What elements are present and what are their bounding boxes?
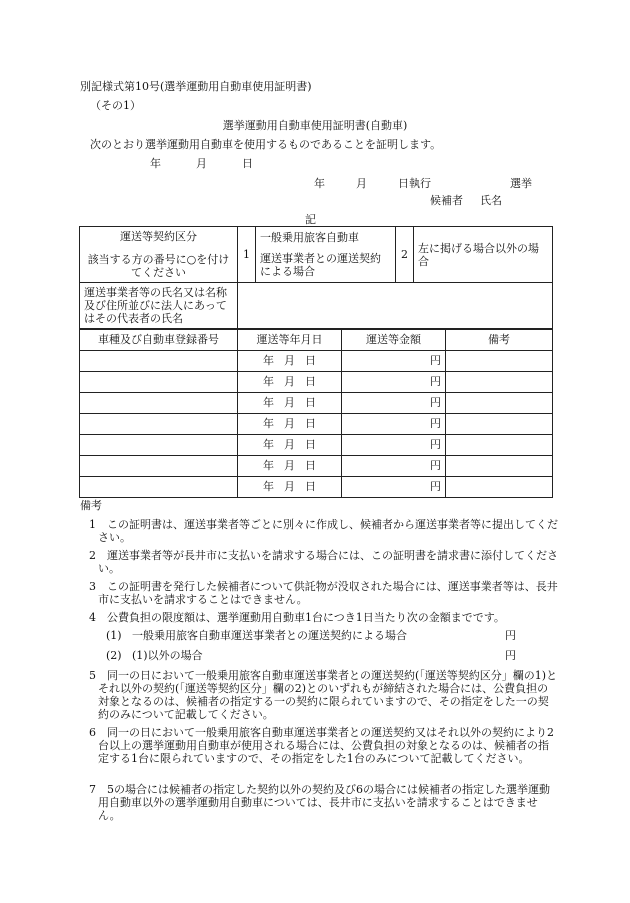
remarks-cell[interactable]	[446, 351, 553, 372]
option2-number[interactable]: 2	[396, 227, 414, 283]
header-date: 運送等年月日	[238, 330, 342, 351]
year-label: 年	[150, 157, 161, 170]
note-4-item-1: 一般乗用旅客自動車運送事業者との運送契約による場合	[132, 629, 407, 642]
vehicle-cell[interactable]	[80, 456, 238, 477]
document-title: 選挙運動用自動車使用証明書(自動車)	[222, 119, 408, 132]
remarks-cell[interactable]	[446, 477, 553, 498]
remarks-cell[interactable]	[446, 414, 553, 435]
amount-cell[interactable]: 円	[342, 393, 446, 414]
amount-cell[interactable]: 円	[342, 435, 446, 456]
operator-label-cell: 運送事業者等の氏名又は名称及び住所並びに法人にあってはその代表者の氏名	[80, 283, 238, 329]
note-7: 7 5の場合には候補者の指定した契約以外の契約及び6の場合には候補者の指定した選挙運動用自動車以外の選挙運動用自動車については、長井市に支払いを請求することはできません。	[89, 783, 550, 822]
amount-cell[interactable]: 円	[342, 414, 446, 435]
exec-day-label: 日執行	[398, 177, 431, 190]
amount-cell[interactable]: 円	[342, 351, 446, 372]
note-6: 6 同一の日において一般乗用旅客自動車運送事業者との運送契約又はそれ以外の契約により2台以上の選挙運動用自動車が使用される場合には、公費負担の対象となるのは、候補者の指定する1台に限られていますので、その指定をした1台のみについて記載してください。	[89, 726, 554, 765]
election-label: 選挙	[510, 177, 532, 190]
ki-label: 記	[305, 213, 316, 226]
note-4-item-2: (1)以外の場合	[132, 649, 203, 662]
operator-field[interactable]	[238, 283, 553, 329]
option1-line2: 運送事業者との運送契約による場合	[260, 252, 381, 278]
month-label: 月	[196, 157, 207, 170]
note-5: 5 同一の日において一般乗用旅客自動車運送事業者との運送契約(「運送等契約区分」欄の1)とそれ以外の契約(「運送等契約区分」欄の2)とのいずれもが締結された場合には、公費負担の対象となるのは、候補者の指定する一の契約に限られていますので、その指定をした一の契約のみについて記載してください。	[89, 669, 558, 721]
date-cell[interactable]: 年 月 日	[238, 393, 342, 414]
remarks-cell[interactable]	[446, 372, 553, 393]
option1-number[interactable]: 1	[238, 227, 256, 283]
day-label: 日	[242, 157, 253, 170]
vehicle-cell[interactable]	[80, 351, 238, 372]
contract-category-label: 運送等契約区分	[120, 230, 197, 243]
header-remarks: 備考	[446, 330, 553, 351]
usage-table-header	[80, 330, 553, 351]
date-cell[interactable]: 年 月 日	[238, 456, 342, 477]
contract-table	[79, 226, 553, 329]
vehicle-cell[interactable]	[80, 477, 238, 498]
option1-cell[interactable]	[256, 227, 396, 283]
exec-month-label: 月	[356, 177, 367, 190]
note-4: 4 公費負担の限度額は、選挙運動用自動車1台につき1日当たり次の金額までです。	[89, 611, 505, 624]
amount-cell[interactable]: 円	[342, 477, 446, 498]
note-4-item-1-yen: 円	[505, 629, 516, 642]
note-1: 1 この証明書は、運送事業者等ごとに別々に作成し、候補者から運送事業者等に提出してください。	[89, 518, 558, 544]
option1-line1: 一般乗用旅客自動車	[260, 231, 359, 244]
remarks-cell[interactable]	[446, 435, 553, 456]
date-cell[interactable]: 年 月 日	[238, 414, 342, 435]
certification-date	[150, 157, 253, 171]
contract-category-instruction: 該当する方の番号に○を付けてください	[87, 253, 230, 279]
option2-cell[interactable]: 左に掲げる場合以外の場合	[414, 227, 553, 283]
election-date	[314, 177, 532, 191]
intro-text: 次のとおり選挙運動用自動車を使用するものであることを証明します。	[90, 138, 442, 151]
note-4-item-2-num: (2)	[106, 649, 122, 662]
amount-cell[interactable]: 円	[342, 372, 446, 393]
notes-title: 備考	[80, 499, 102, 512]
table-row	[80, 477, 553, 498]
vehicle-cell[interactable]	[80, 393, 238, 414]
usage-table	[79, 329, 553, 498]
date-cell[interactable]: 年 月 日	[238, 477, 342, 498]
vehicle-cell[interactable]	[80, 372, 238, 393]
form-sub-label: （その1）	[90, 99, 141, 112]
table-row	[80, 414, 553, 435]
form-number-label: 別記様式第10号(選挙運動用自動車使用証明書)	[80, 80, 312, 93]
note-4-item-2-yen: 円	[505, 649, 516, 662]
table-row	[80, 372, 553, 393]
candidate-label: 候補者	[430, 194, 463, 207]
name-label: 氏名	[480, 194, 502, 207]
exec-year-label: 年	[314, 177, 325, 190]
candidate-line	[430, 194, 502, 208]
vehicle-cell[interactable]	[80, 435, 238, 456]
amount-cell[interactable]: 円	[342, 456, 446, 477]
table-row	[80, 435, 553, 456]
remarks-cell[interactable]	[446, 393, 553, 414]
remarks-cell[interactable]	[446, 456, 553, 477]
note-2: 2 運送事業者等が長井市に支払いを請求する場合には、この証明書を請求書に添付してください。	[89, 549, 558, 575]
contract-category-cell	[80, 227, 238, 283]
table-row	[80, 393, 553, 414]
vehicle-cell[interactable]	[80, 414, 238, 435]
header-vehicle: 車種及び自動車登録番号	[80, 330, 238, 351]
note-4-item-1-num: (1)	[106, 629, 122, 642]
date-cell[interactable]: 年 月 日	[238, 351, 342, 372]
date-cell[interactable]: 年 月 日	[238, 435, 342, 456]
table-row	[80, 351, 553, 372]
date-cell[interactable]: 年 月 日	[238, 372, 342, 393]
header-amount: 運送等金額	[342, 330, 446, 351]
table-row	[80, 456, 553, 477]
note-3: 3 この証明書を発行した候補者について供託物が没収された場合には、運送事業者等は、長井市に支払いを請求することはできません。	[89, 580, 558, 606]
